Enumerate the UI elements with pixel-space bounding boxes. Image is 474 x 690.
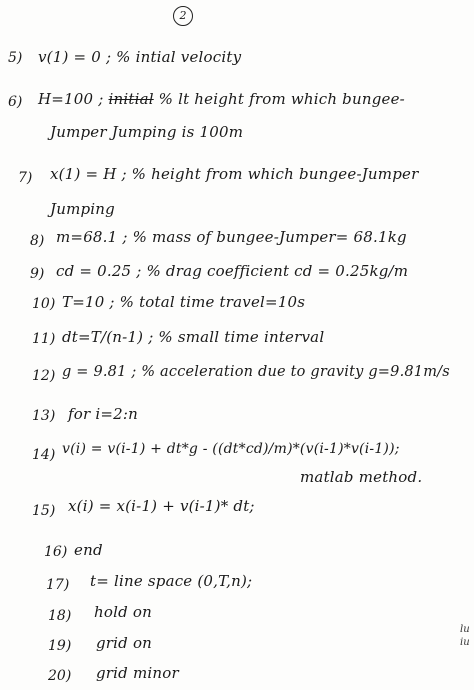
code-line-continuation: matlab method. [300, 468, 423, 486]
code-line [38, 90, 405, 108]
line-number: 20) [48, 668, 72, 684]
line-number: 5) [8, 50, 23, 66]
code-line: grid on [96, 634, 153, 652]
struck-word: initial [108, 90, 154, 108]
code-line: x(1) = H ; % height from which bungee-Jumper [50, 165, 419, 183]
code-line-continuation: Jumping [50, 200, 115, 218]
code-line: m=68.1 ; % mass of bungee-Jumper= 68.1kg [56, 228, 407, 246]
code-line: end [74, 541, 103, 559]
line-number: 8) [30, 233, 45, 249]
code-line: hold on [94, 603, 152, 621]
code-line: x(i) = x(i-1) + v(i-1)* dt; [68, 497, 255, 515]
page-number: 2 [173, 6, 193, 26]
line-number: 16) [44, 544, 68, 560]
line-number: 9) [30, 266, 45, 282]
line-number: 13) [32, 408, 56, 424]
line-number: 17) [46, 577, 70, 593]
code-line: g = 9.81 ; % acceleration due to gravity g=9.81m/s [62, 364, 450, 380]
line-number: 7) [18, 170, 33, 186]
code-line: grid minor [96, 664, 179, 682]
line-number: 15) [32, 503, 56, 519]
code-fragment: % lt height from which bungee- [153, 90, 405, 108]
margin-text: lu [460, 624, 470, 635]
code-line: for i=2:n [68, 405, 138, 423]
code-line: dt=T/(n-1) ; % small time interval [62, 328, 325, 346]
code-line: t= line space (0,T,n); [90, 572, 253, 590]
code-line: v(i) = v(i-1) + dt*g - ((dt*cd)/m)*(v(i-1)*v(i-1)); [62, 441, 400, 457]
code-fragment: H=100 ; [38, 90, 109, 108]
margin-text: iu [460, 637, 470, 648]
code-line: T=10 ; % total time travel=10s [62, 293, 306, 311]
code-line: v(1) = 0 ; % intial velocity [38, 48, 242, 66]
line-number: 10) [32, 296, 56, 312]
line-number: 14) [32, 447, 56, 463]
line-number: 6) [8, 94, 23, 110]
line-number: 12) [32, 368, 56, 384]
line-number: 18) [48, 608, 72, 624]
code-line: cd = 0.25 ; % drag coefficient cd = 0.25kg/m [56, 262, 409, 280]
code-line-continuation: Jumper Jumping is 100m [50, 123, 244, 141]
line-number: 11) [32, 331, 56, 347]
line-number: 19) [48, 638, 72, 654]
